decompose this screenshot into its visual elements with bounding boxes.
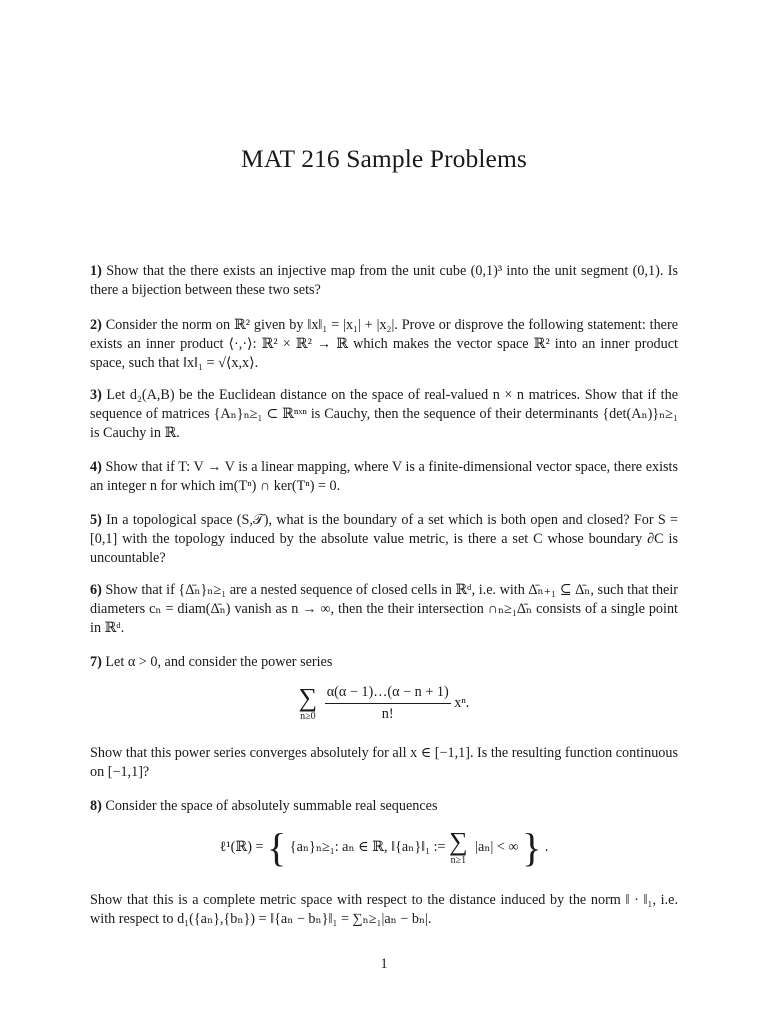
problem-text: Show that this is a complete metric space with respect to the distance induced by the norm ‖ · ‖₁, i.e. with respect to d₁({aₙ},{bₙ}) = ‖{aₙ − bₙ}‖₁ = ∑ₙ≥₁|aₙ − bₙ|.	[90, 892, 678, 927]
formula-lhs: ℓ¹(ℝ) =	[219, 838, 264, 855]
problem-text: Let α > 0, and consider the power series	[105, 654, 333, 670]
formula-l1-space	[0, 824, 768, 871]
problem-number: 8)	[90, 798, 102, 814]
right-brace: }	[522, 825, 542, 870]
problem-text: Show that this power series converges absolutely for all x ∈ [−1,1]. Is the resulting function continuous on [−1,1]?	[90, 745, 678, 780]
left-brace: {	[267, 825, 287, 870]
problem-text: Consider the norm on ℝ² given by ‖x‖₁ = |x₁| + |x₂|. Prove or disprove the following statement: there exists an inner product ⟨·,·⟩: ℝ² × ℝ² → ℝ which makes the vector space ℝ² into an inner product space, such that ‖x‖₁ = √⟨x,x⟩.	[90, 317, 679, 371]
problem-4	[90, 458, 678, 496]
problem-number: 6)	[90, 582, 102, 598]
problem-2	[90, 316, 678, 373]
problem-number: 7)	[90, 654, 102, 670]
problem-1	[90, 262, 678, 300]
formula-trail: .	[544, 838, 549, 855]
problem-text: Consider the space of absolutely summable real sequences	[105, 798, 438, 814]
problem-text: In a topological space (S,𝒯), what is the boundary of a set which is both open and closed? For S = [0,1] with the topology induced by the absolute value metric, is there a set C whose boundary ∂C is uncountable?	[90, 512, 679, 566]
problem-6	[90, 581, 678, 638]
problem-8	[90, 797, 678, 816]
problem-text: Show that if {Δ̄ₙ}ₙ≥₁ are a nested sequence of closed cells in ℝᵈ, i.e. with Δ̄ₙ₊₁ ⊆ Δ̄ₙ, such that their diameters cₙ = diam(Δ̄ₙ) vanish as n → ∞, then the their intersection ∩ₙ≥₁Δ̄ₙ consists of a single point in ℝᵈ.	[90, 582, 678, 636]
problem-text: Show that if T: V → V is a linear mapping, where V is a finite-dimensional vector space, there exists an integer n for which im(Tⁿ) ∩ ker(Tⁿ) = 0.	[90, 459, 679, 494]
problem-number: 2)	[90, 317, 102, 333]
document-title: MAT 216 Sample Problems	[241, 144, 527, 173]
problem-number: 1)	[90, 263, 102, 279]
problem-7	[90, 653, 678, 672]
problem-text: Show that the there exists an injective map from the unit cube (0,1)³ into the unit segment (0,1). Is there a bijection between these two sets?	[90, 263, 679, 298]
set-tail: |aₙ| < ∞	[475, 838, 519, 855]
fraction: $\frac{\alpha(\alpha - 1)\dots(\alpha - n + 1)}{n!}$	[326, 684, 449, 722]
problem-number: 3)	[90, 387, 102, 403]
problem-5	[90, 511, 678, 568]
problem-number: 5)	[90, 512, 102, 528]
problem-number: 4)	[90, 459, 102, 475]
set-body: {aₙ}ₙ≥₁: aₙ ∈ ℝ, ‖{aₙ}‖₁ :=	[289, 838, 446, 855]
problem-text: Let d₂(A,B) be the Euclidean distance on the space of real-valued n × n matrices. Show that if the sequence of matrices {Aₙ}ₙ≥₁ ⊂ ℝⁿˣⁿ is Cauchy, then the sequence of their determinants {det(Aₙ)}ₙ≥₁ is Cauchy in ℝ.	[90, 387, 678, 441]
problem-7-followup	[90, 744, 678, 782]
page-number: 1	[380, 956, 388, 972]
summation: ∑ n≥0	[298, 683, 318, 722]
problem-8-followup	[90, 891, 678, 929]
problem-3	[90, 386, 678, 443]
formula-tail: xⁿ.	[454, 694, 470, 711]
summation: ∑ n≥1	[449, 827, 468, 866]
formula-power-series	[0, 684, 768, 723]
